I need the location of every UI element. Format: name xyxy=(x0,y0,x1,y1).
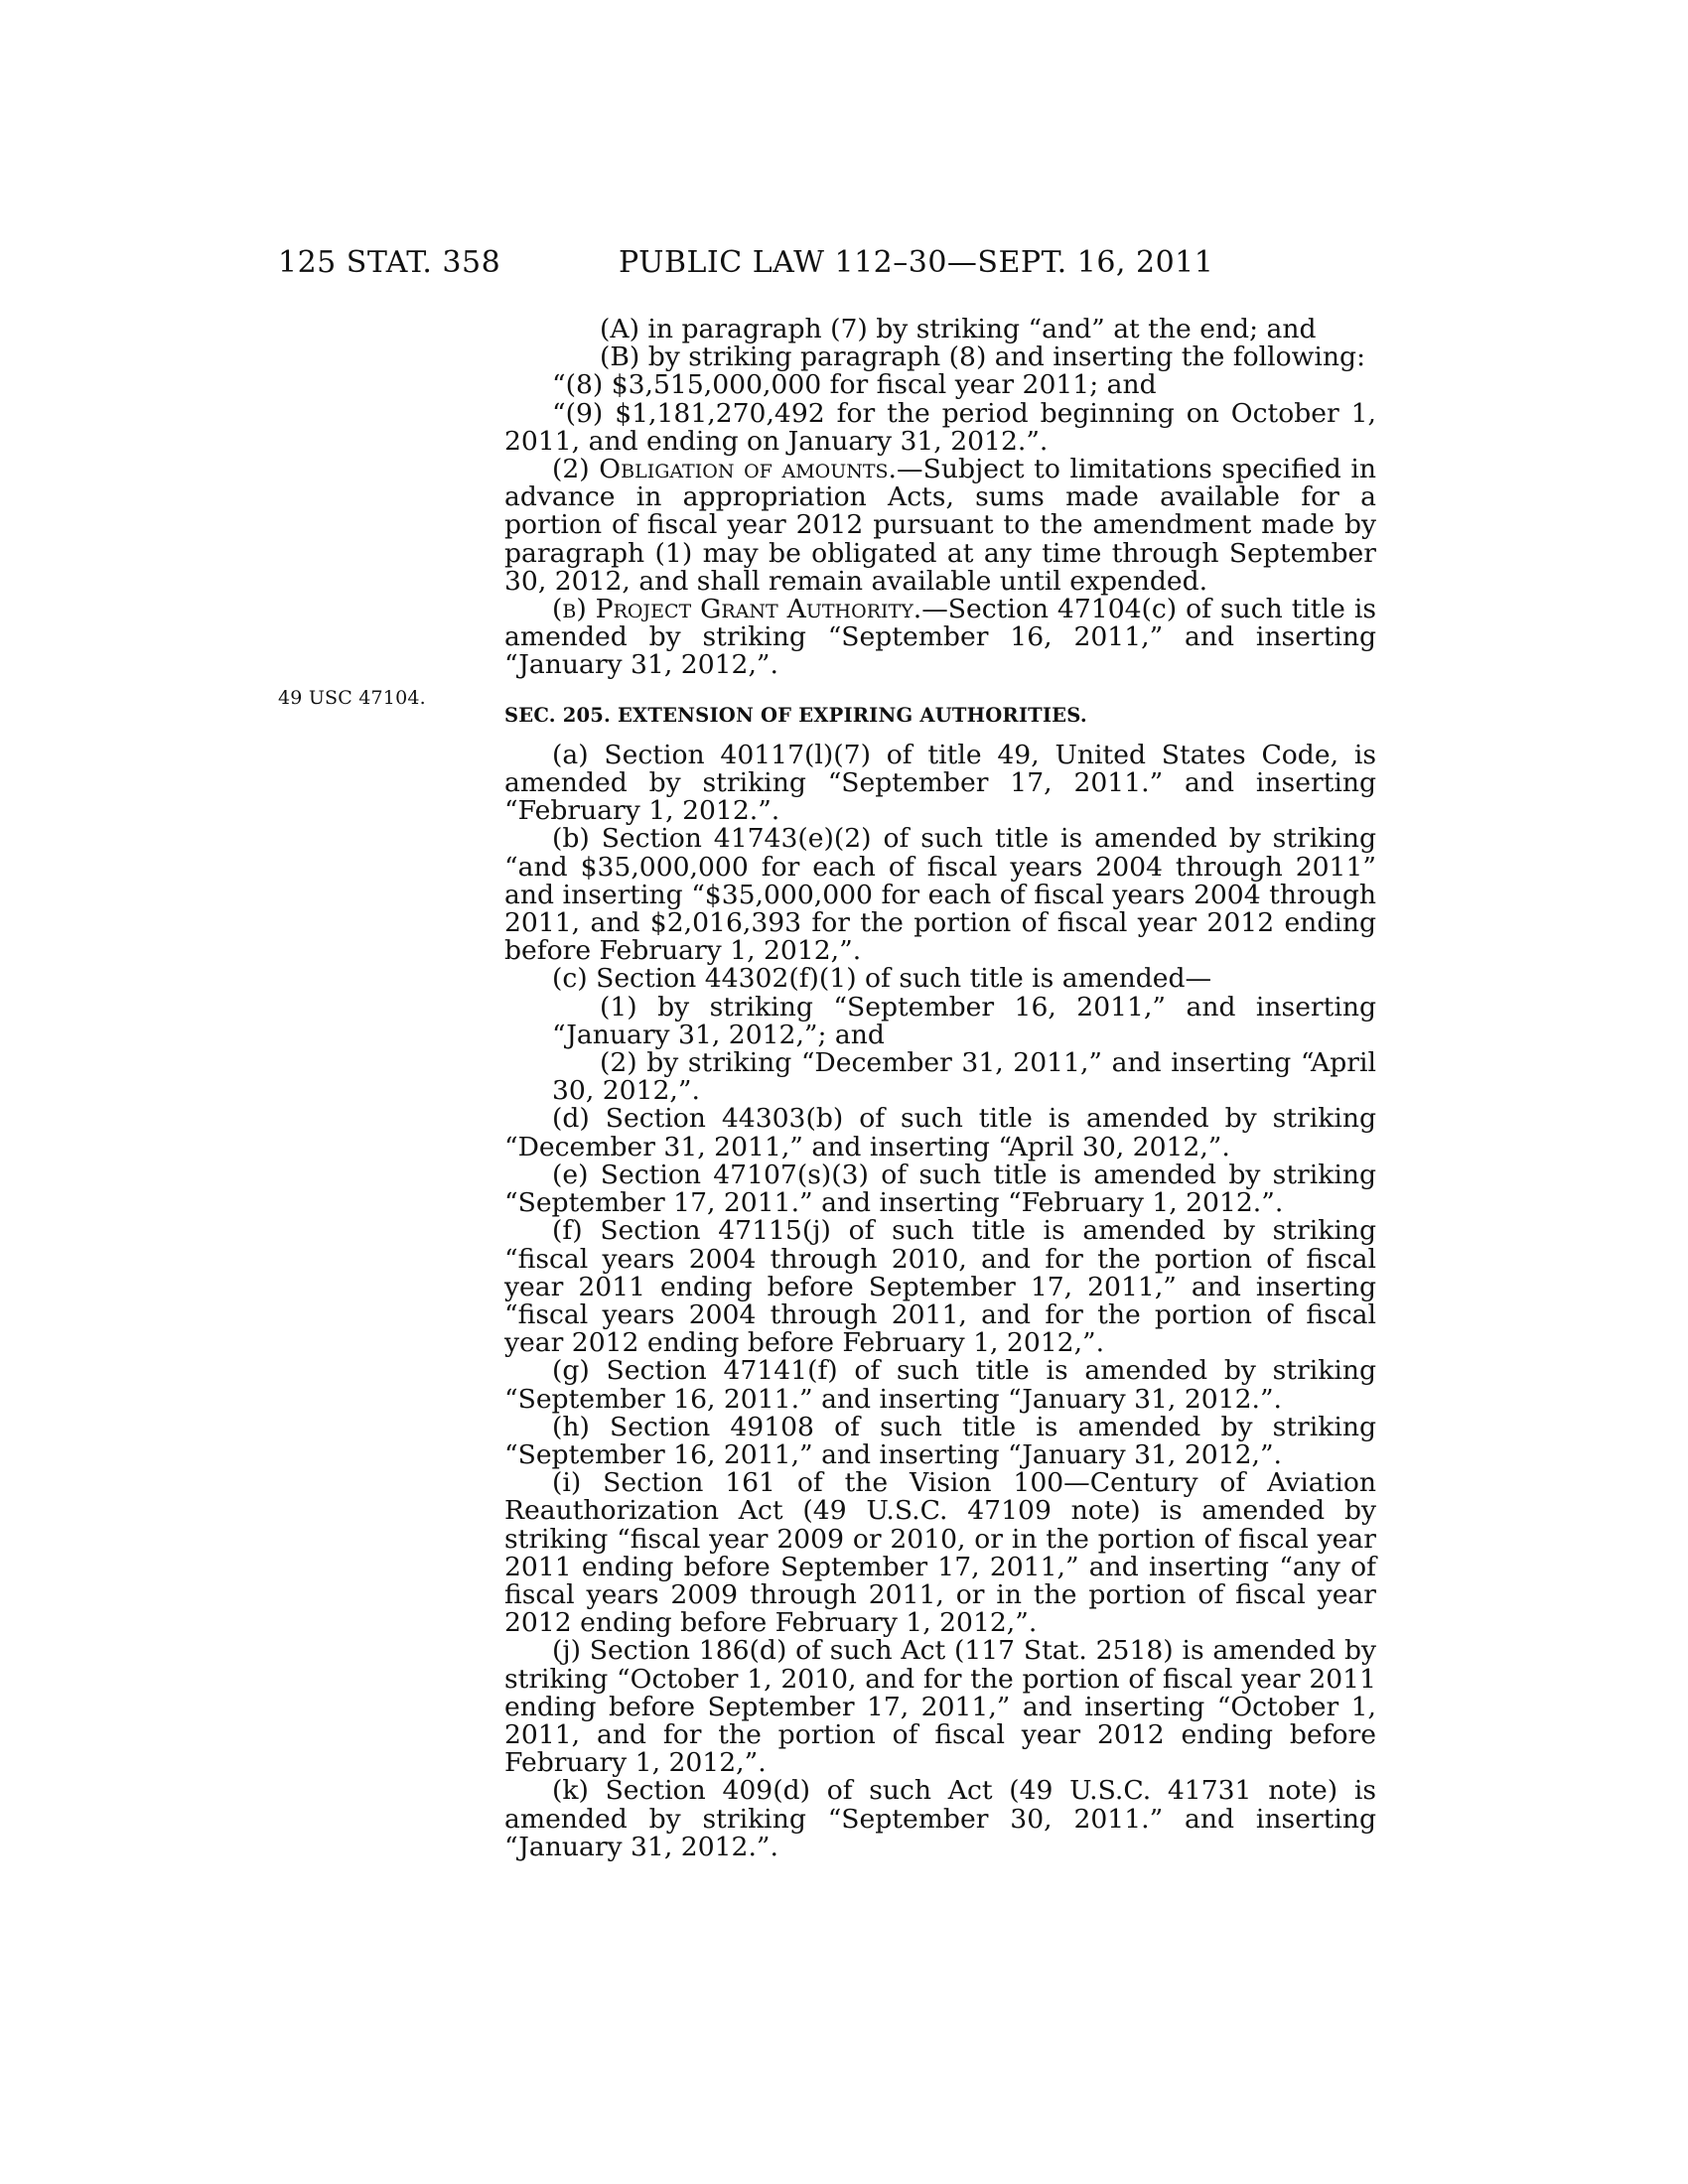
paragraph-b-project-grant xyxy=(504,596,1376,680)
margin-citation-note: 49 USC 47104. xyxy=(278,687,426,709)
paragraph-b8: (B) by striking paragraph (8) and inserting the following: xyxy=(600,341,1366,373)
page-header xyxy=(0,245,1688,285)
subsection-f: (f) Section 47115(j) of such title is amended by striking “fiscal years 2004 through 2010, and for the portion of fiscal year 2011 ending before September 17, 2011,” and inserting “fiscal years 2004 through 2011, and for the portion of fiscal year 2012 ending before February 1, 2012,”. xyxy=(504,1215,1376,1359)
paragraph-2-heading: (2) Obligation of amounts. xyxy=(552,454,898,485)
paragraph-2-text: —Subject to limitations specified in advance in appropriation Acts, sums made available for a portion of fiscal year 2012 pursuant to the amendment made by paragraph (1) may be obligated at any time through September 30, 2012, and shall remain available until expended. xyxy=(504,454,1376,597)
paragraph-2-obligation xyxy=(504,456,1376,596)
subsection-c-1: (1) by striking “September 16, 2011,” and inserting “January 31, 2012,”; and xyxy=(552,991,1376,1050)
subsection-b: (b) Section 41743(e)(2) of such title is amended by striking “and $35,000,000 for each of fiscal years 2004 through 2011” and inserting “$35,000,000 for each of fiscal years 2004 through 2011, and $2,016,393 for the portion of fiscal year 2012 ending before February 1, 2012,”. xyxy=(504,823,1376,967)
subsection-e: (e) Section 47107(s)(3) of such title is amended by striking “September 17, 2011.” and inserting “February 1, 2012.”. xyxy=(504,1159,1376,1219)
subsection-i: (i) Section 161 of the Vision 100—Century of Aviation Reauthorization Act (49 U.S.C. 47109 note) is amended by striking “fiscal year 2009 or 2010, or in the portion of fiscal year 2011 ending before September 17, 2011,” and inserting “any of fiscal years 2009 through 2011, or in the portion of fiscal year 2012 ending before February 1, 2012,”. xyxy=(504,1467,1376,1639)
subsection-h: (h) Section 49108 of such title is amended by striking “September 16, 2011,” and inserting “January 31, 2012,”. xyxy=(504,1411,1376,1470)
paragraph-8: “(8) $3,515,000,000 for fiscal year 2011; and xyxy=(552,369,1157,401)
paragraph-b-text: —Section 47104(c) of such title is amended by striking “September 16, 2011,” and inserting “January 31, 2012,”. xyxy=(504,594,1376,681)
document-body xyxy=(504,316,1376,1861)
section-205-heading: SEC. 205. EXTENSION OF EXPIRING AUTHORITIES. xyxy=(504,703,1087,727)
subsection-g: (g) Section 47141(f) of such title is amended by striking “September 16, 2011.” and inserting “January 31, 2012.”. xyxy=(504,1355,1376,1415)
subsection-a: (a) Section 40117(l)(7) of title 49, United States Code, is amended by striking “September 17, 2011.” and inserting “February 1, 2012.”. xyxy=(504,739,1376,827)
paragraph-a7: (A) in paragraph (7) by striking “and” at the end; and xyxy=(600,314,1317,344)
subsection-j: (j) Section 186(d) of such Act (117 Stat. 2518) is amended by striking “October 1, 2010, and for the portion of fiscal year 2011 ending before September 17, 2011,” and inserting “October 1, 2011, and for the portion of fiscal year 2012 ending before February 1, 2012,”. xyxy=(504,1635,1376,1779)
statute-page-reference: 125 STAT. 358 xyxy=(278,245,501,280)
subsection-c: (c) Section 44302(f)(1) of such title is amended— xyxy=(552,963,1212,995)
subsection-k: (k) Section 409(d) of such Act (49 U.S.C. 41731 note) is amended by striking “September 30, 2011.” and inserting “January 31, 2012.”. xyxy=(504,1775,1376,1862)
paragraph-b-heading: (b) Project Grant Authority. xyxy=(552,594,922,625)
public-law-title: PUBLIC LAW 112–30—SEPT. 16, 2011 xyxy=(619,245,1214,280)
subsection-d: (d) Section 44303(b) of such title is amended by striking “December 31, 2011,” and inserting “April 30, 2012,”. xyxy=(504,1103,1376,1162)
subsection-c-2: (2) by striking “December 31, 2011,” and inserting “April 30, 2012,”. xyxy=(552,1047,1376,1107)
paragraph-9: “(9) $1,181,270,492 for the period beginning on October 1, 2011, and ending on January 31, 2012.”. xyxy=(504,397,1376,457)
